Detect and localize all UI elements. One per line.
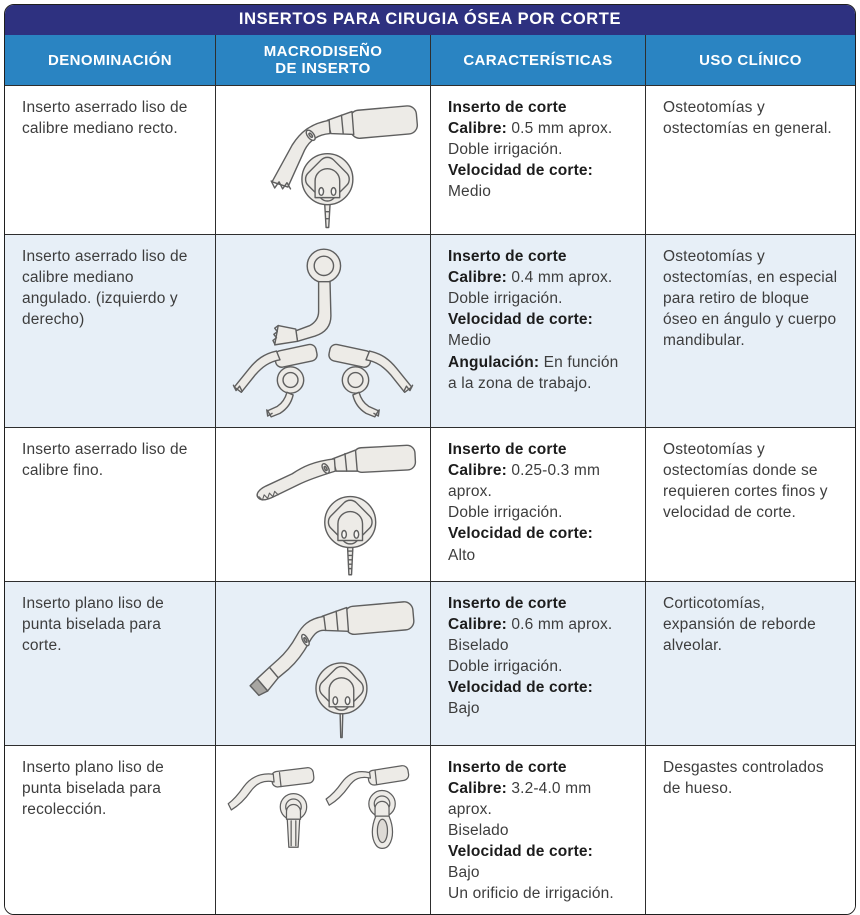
characteristic-line: Biselado xyxy=(448,821,509,839)
characteristic-line: Angulación: En función a la zona de trabajo. xyxy=(448,353,619,392)
characteristic-line: Velocidad de corte: xyxy=(448,678,593,696)
characteristic-line: Inserto de corte xyxy=(448,248,567,266)
insert-table xyxy=(4,4,856,915)
characteristics-cell xyxy=(431,582,646,745)
characteristics-cell xyxy=(431,86,646,234)
characteristic-line: Biselado xyxy=(448,636,509,654)
characteristic-line: Inserto de corte xyxy=(448,594,567,612)
table-header-row xyxy=(5,35,855,85)
denomination-text: Inserto plano liso de punta biselada para corte. xyxy=(22,594,164,654)
denomination-cell xyxy=(5,428,216,581)
header-cell-caracteristicas: CARACTERÍSTICAS xyxy=(431,35,646,85)
clinical-use-cell xyxy=(646,582,855,745)
characteristic-line: Inserto de corte xyxy=(448,99,567,116)
characteristics-cell xyxy=(431,746,646,915)
serrated-fine-insert-illustration xyxy=(216,428,431,581)
header-cell-denominacion: DENOMINACIÓN xyxy=(5,35,216,85)
denomination-text: Inserto aserrado liso de calibre mediano angulado. (izquierdo y derecho) xyxy=(22,248,188,329)
characteristic-line: Medio xyxy=(448,183,491,201)
characteristic-line: Inserto de corte xyxy=(448,441,567,459)
characteristic-line: Calibre: 0.6 mm aprox. xyxy=(448,615,613,633)
characteristic-line: Inserto de corte xyxy=(448,758,567,776)
header-cell-uso-clinico: USO CLÍNICO xyxy=(699,51,802,69)
denomination-text: Inserto aserrado liso de calibre fino. xyxy=(22,441,188,480)
characteristic-line: Calibre: 0.25-0.3 mm aprox. xyxy=(448,462,601,501)
characteristic-line: Un orificio de irrigación. xyxy=(448,885,614,903)
serrated-angled-inserts-illustration xyxy=(216,235,431,427)
clinical-use-text: Osteotomías y ostectomías en general. xyxy=(663,99,832,138)
characteristics-cell xyxy=(431,235,646,427)
characteristic-line: Velocidad de corte: xyxy=(448,842,593,860)
characteristic-line: Velocidad de corte: xyxy=(448,311,593,329)
clinical-use-text: Osteotomías y ostectomías, en especial para retiro de bloque óseo en ángulo y cuerpo mandibular. xyxy=(663,248,838,350)
flat-beveled-collection-inserts-illustration xyxy=(216,746,431,915)
characteristic-line: Doble irrigación. xyxy=(448,290,563,308)
clinical-use-text: Corticotomías, expansión de reborde alveolar. xyxy=(663,594,816,654)
denomination-text: Inserto aserrado liso de calibre mediano recto. xyxy=(22,99,188,138)
denomination-text: Inserto plano liso de punta biselada para recolección. xyxy=(22,758,164,818)
serrated-straight-insert-illustration xyxy=(216,86,431,234)
header-cell-macrodiseno: MACRODISEÑO DE INSERTO xyxy=(216,35,431,85)
table-row xyxy=(5,85,855,234)
denomination-cell xyxy=(5,86,216,234)
table-title-text: INSERTOS PARA CIRUGIA ÓSEA POR CORTE xyxy=(238,10,622,28)
characteristic-line: Alto xyxy=(448,546,476,564)
table-row xyxy=(5,581,855,745)
denomination-cell xyxy=(5,582,216,745)
characteristic-line: Velocidad de corte: xyxy=(448,525,593,543)
characteristic-line: Bajo xyxy=(448,864,480,882)
clinical-use-text: Desgastes controlados de hueso. xyxy=(663,758,824,797)
characteristic-line: Calibre: 0.5 mm aprox. xyxy=(448,120,613,138)
characteristic-line: Velocidad de corte: xyxy=(448,162,593,180)
characteristic-line: Doble irrigación. xyxy=(448,504,563,522)
table-title xyxy=(5,5,855,35)
clinical-use-cell xyxy=(646,428,855,581)
characteristic-line: Bajo xyxy=(448,700,480,718)
clinical-use-cell xyxy=(646,86,855,234)
characteristic-line: Calibre: 0.4 mm aprox. xyxy=(448,269,613,287)
denomination-cell xyxy=(5,235,216,427)
denomination-cell xyxy=(5,746,216,915)
table-body xyxy=(5,85,855,914)
characteristics-cell xyxy=(431,428,646,581)
clinical-use-cell xyxy=(646,235,855,427)
flat-beveled-cutting-insert-illustration xyxy=(216,582,431,745)
clinical-use-cell xyxy=(646,746,855,915)
table-row xyxy=(5,234,855,427)
characteristic-line: Doble irrigación. xyxy=(448,141,563,159)
table-row xyxy=(5,745,855,915)
table-row xyxy=(5,427,855,581)
clinical-use-text: Osteotomías y ostectomías donde se requieren cortes finos y velocidad de corte. xyxy=(663,441,828,522)
characteristic-line: Doble irrigación. xyxy=(448,657,563,675)
characteristic-line: Medio xyxy=(448,332,491,350)
characteristic-line: Calibre: 3.2-4.0 mm aprox. xyxy=(448,779,592,818)
